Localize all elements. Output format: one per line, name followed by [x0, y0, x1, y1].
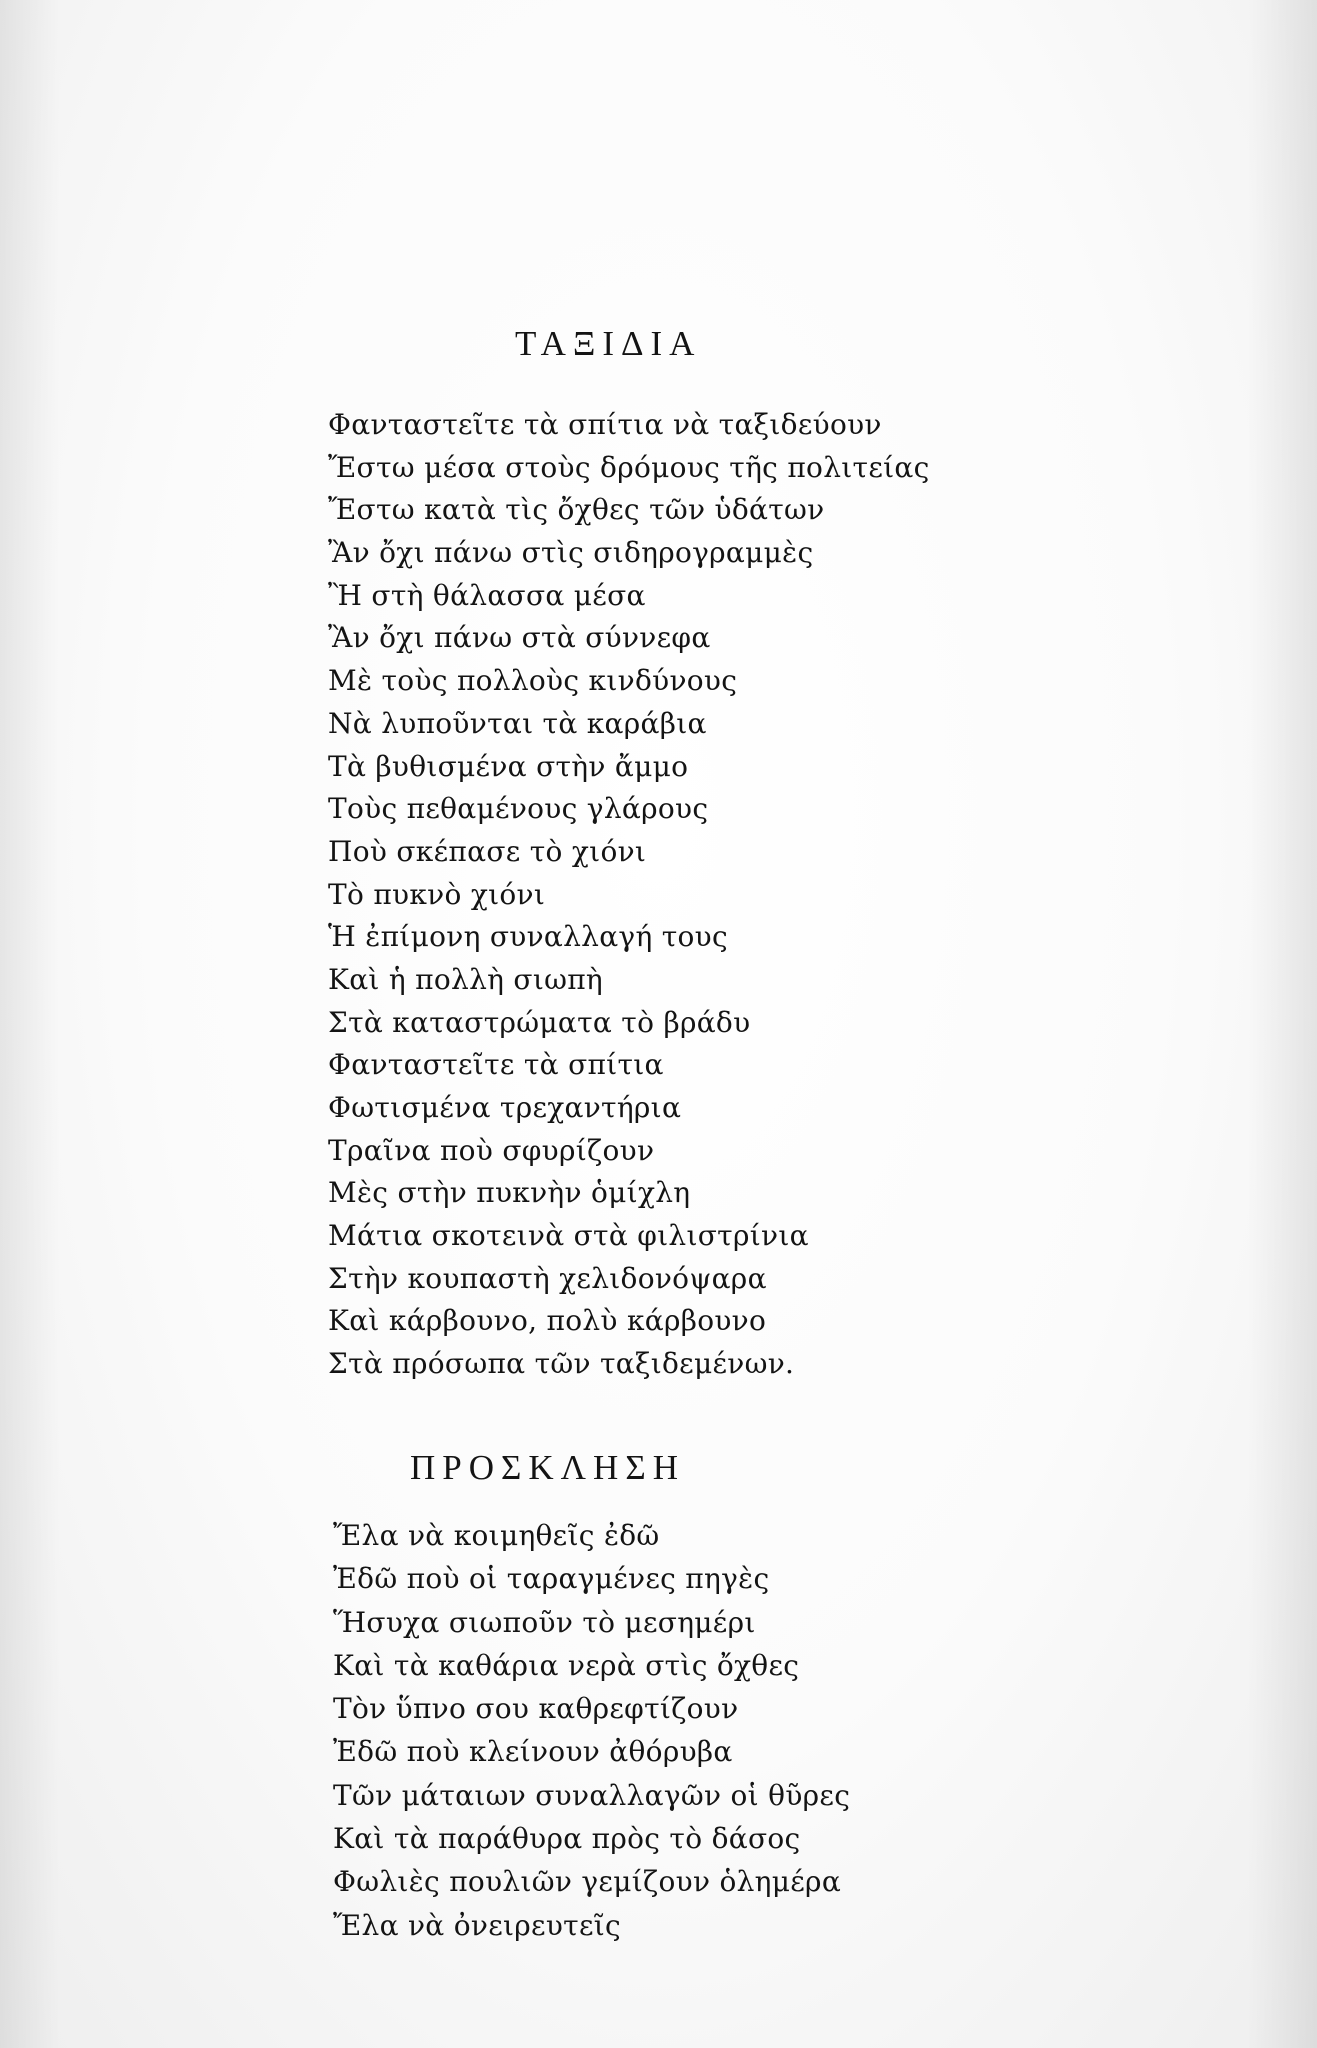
verse-line: Καὶ κάρβουνο, πολὺ κάρβουνο — [328, 1304, 767, 1338]
verse-line: Φωλιὲς πουλιῶν γεμίζουν ὁλημέρα — [333, 1865, 842, 1899]
verse-line: Στὰ πρόσωπα τῶν ταξιδεμένων. — [328, 1347, 795, 1381]
verse-line: Μὲ τοὺς πολλοὺς κινδύνους — [328, 664, 738, 698]
verse-line: Ἢ στὴ θάλασσα μέσα — [328, 578, 646, 612]
verse-line: Ἐδῶ ποὺ οἱ ταραγμένες πηγὲς — [333, 1562, 770, 1596]
poem-taxidia — [0, 312, 1317, 1386]
verse-line: Καὶ τὰ παράθυρα πρὸς τὸ δάσος — [333, 1822, 801, 1856]
verse-line: Ἔλα νὰ κοιμηθεῖς ἐδῶ — [333, 1519, 660, 1552]
verse-line: Ἂν ὄχι πάνω στὰ σύννεφα — [328, 621, 711, 655]
verse-line: Ἔστω μέσα στοὺς δρόμους τῆς πολιτείας — [328, 450, 930, 484]
verse-line: Στὴν κουπαστὴ χελιδονόψαρα — [328, 1261, 767, 1295]
verse-line: Τὰ βυθισμένα στὴν ἄμμο — [328, 749, 689, 783]
verse-list — [0, 404, 1317, 1386]
verse-line: Ἡ ἐπίμονη συναλλαγή τους — [328, 920, 728, 954]
verse-line: Τοὺς πεθαμένους γλάρους — [328, 792, 709, 826]
verse-line: Ποὺ σκέπασε τὸ χιόνι — [328, 834, 647, 868]
verse-line: Τῶν μάταιων συναλλαγῶν οἱ θῦρες — [333, 1778, 851, 1812]
verse-line: Μάτια σκοτεινὰ στὰ φιλιστρίνια — [328, 1219, 809, 1253]
verse-line: Ἔστω κατὰ τὶς ὄχθες τῶν ὑδάτων — [328, 493, 825, 527]
verse-list — [0, 1514, 1317, 1947]
verse-line: Φανταστεῖτε τὰ σπίτια νὰ ταξιδεύουν — [328, 408, 882, 441]
verse-line: Ἔλα νὰ ὀνειρευτεῖς — [333, 1908, 622, 1942]
verse-line: Καὶ τὰ καθάρια νερὰ στὶς ὄχθες — [333, 1648, 800, 1682]
poem-title: ΤΑΞΙΔΙΑ — [515, 324, 702, 363]
verse-line: Στὰ καταστρώματα τὸ βράδυ — [328, 1005, 751, 1039]
verse-line: Τραῖνα ποὺ σφυρίζουν — [328, 1133, 655, 1167]
verse-line: Μὲς στὴν πυκνὴν ὁμίχλη — [328, 1176, 691, 1210]
verse-line: Καὶ ἡ πολλὴ σιωπὴ — [328, 962, 604, 996]
verse-line: Ἥσυχα σιωποῦν τὸ μεσημέρι — [333, 1605, 756, 1639]
verse-line: Τὸν ὕπνο σου καθρεφτίζουν — [333, 1692, 739, 1726]
poem-title: ΠΡΟΣΚΛΗΣΗ — [410, 1448, 685, 1487]
verse-line: Φανταστεῖτε τὰ σπίτια — [328, 1048, 664, 1082]
poem-prosklisi — [0, 1436, 1317, 1947]
verse-line: Ἂν ὄχι πάνω στὶς σιδηρογραμμὲς — [328, 536, 814, 570]
verse-line: Τὸ πυκνὸ χιόνι — [328, 877, 546, 911]
verse-line: Νὰ λυποῦνται τὰ καράβια — [328, 706, 707, 740]
verse-line: Ἐδῶ ποὺ κλείνουν ἀθόρυβα — [333, 1735, 733, 1769]
verse-line: Φωτισμένα τρεχαντήρια — [328, 1091, 682, 1124]
